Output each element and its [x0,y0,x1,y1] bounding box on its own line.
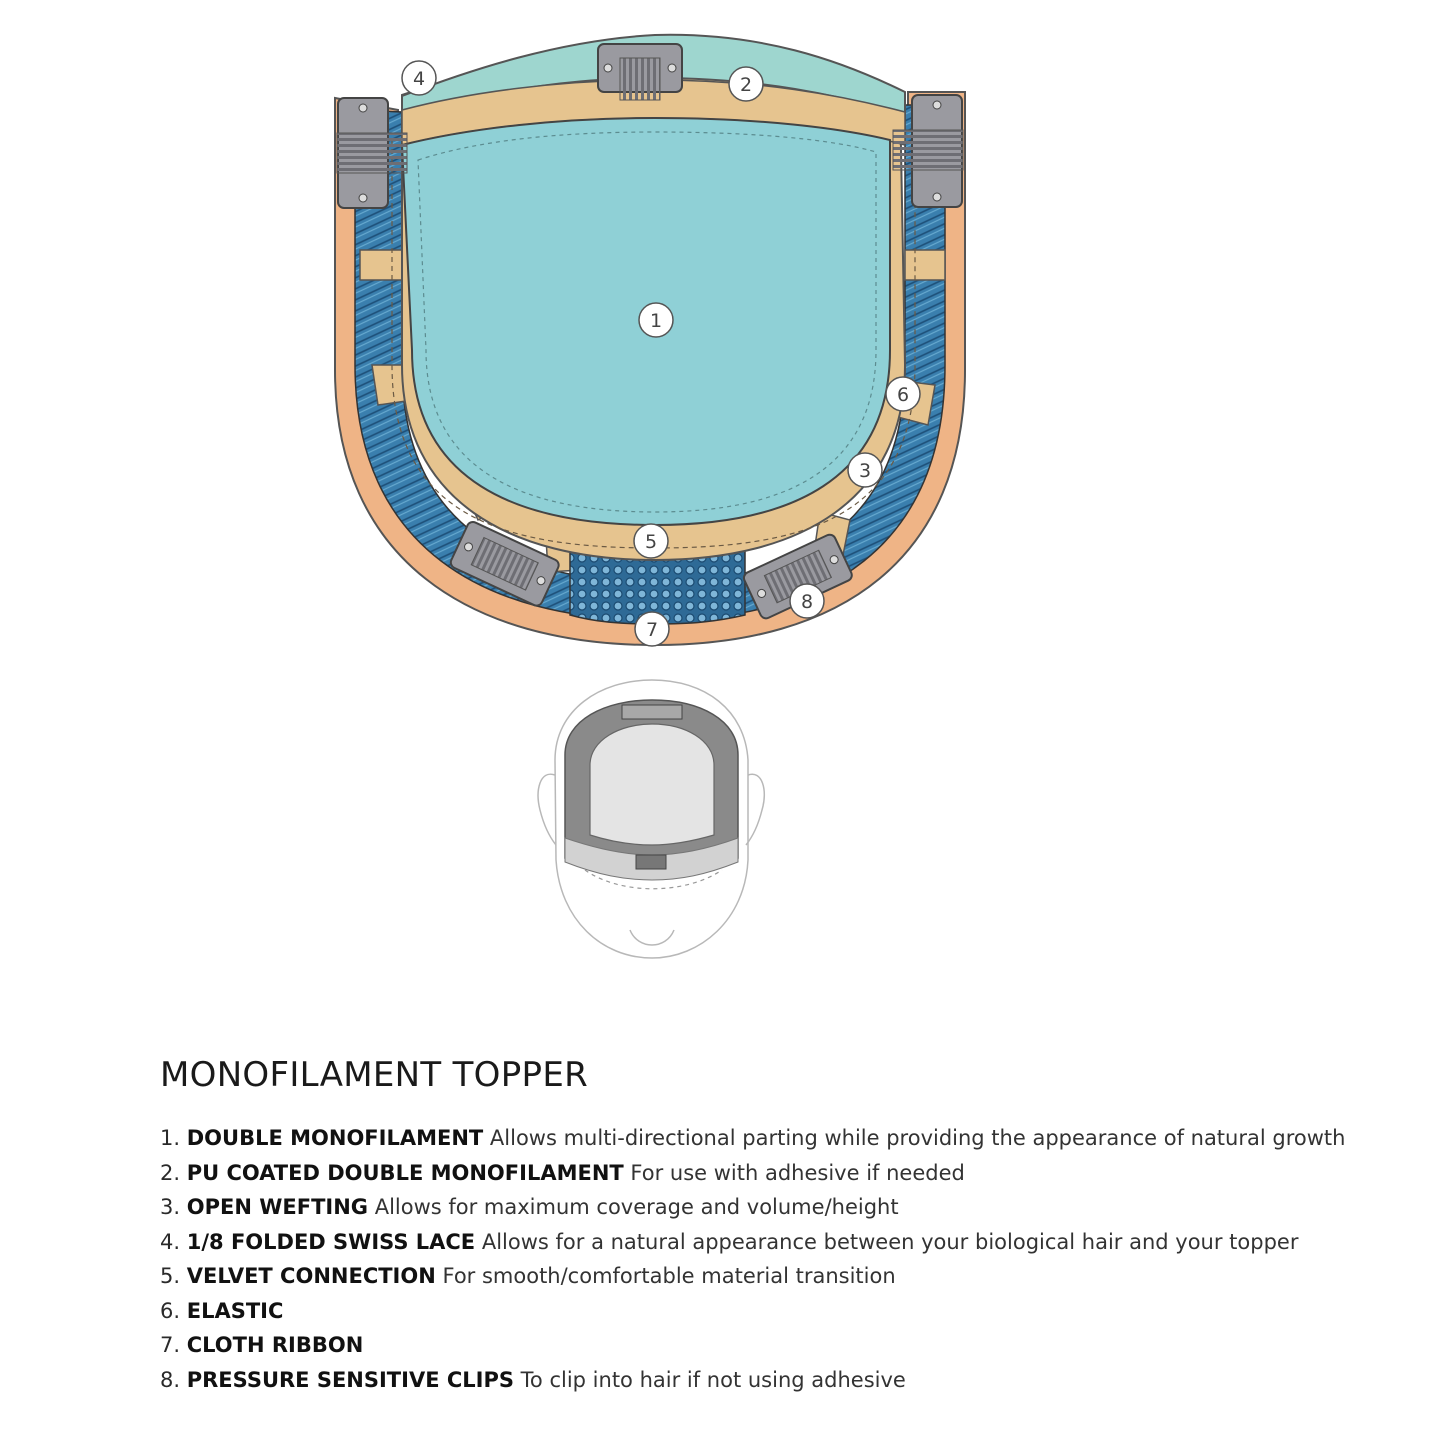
legend-item-1: 1. DOUBLE MONOFILAMENT Allows multi-directional parting while providing the appearance of natural growth [160,1126,1346,1150]
legend-item-3: 3. OPEN WEFTING Allows for maximum coverage and volume/height [160,1195,899,1219]
head-illustration [538,680,764,958]
svg-text:5: 5 [644,531,658,553]
legend-item-8: 8. PRESSURE SENSITIVE CLIPS To clip into hair if not using adhesive [160,1367,906,1392]
legend-item-2: 2. PU COATED DOUBLE MONOFILAMENT For use with adhesive if needed [160,1160,965,1185]
legend [160,1055,1420,1397]
svg-text:4: 4 [412,68,426,90]
legend-item-7: 7. CLOTH RIBBON [160,1333,364,1357]
clip-top [598,44,682,100]
mini-topper-inner [590,724,714,845]
legend-list [160,1121,1420,1397]
callout-7 [635,612,669,646]
mini-clip-front [636,855,666,869]
callout-6 [886,377,920,411]
callout-5 [634,524,668,558]
svg-text:1: 1 [649,310,663,332]
legend-title: MONOFILAMENT TOPPER [160,1055,589,1095]
callout-8 [790,584,824,618]
svg-text:2: 2 [739,74,753,96]
callout-3 [848,453,882,487]
legend-item-5: 5. VELVET CONNECTION For smooth/comfortable material transition [160,1264,896,1288]
svg-text:8: 8 [800,591,814,613]
legend-item-6: 6. ELASTIC [160,1298,284,1323]
left-ear [538,774,556,845]
svg-text:3: 3 [858,460,872,482]
svg-text:7: 7 [645,619,659,641]
callout-1 [639,303,673,337]
legend-item-4: 4. 1/8 FOLDED SWISS LACE Allows for a natural appearance between your biological hair and your topper [160,1229,1299,1254]
callout-2 [729,67,763,101]
mini-clip-top [622,705,682,719]
svg-text:6: 6 [896,384,910,406]
callout-4 [402,61,436,95]
